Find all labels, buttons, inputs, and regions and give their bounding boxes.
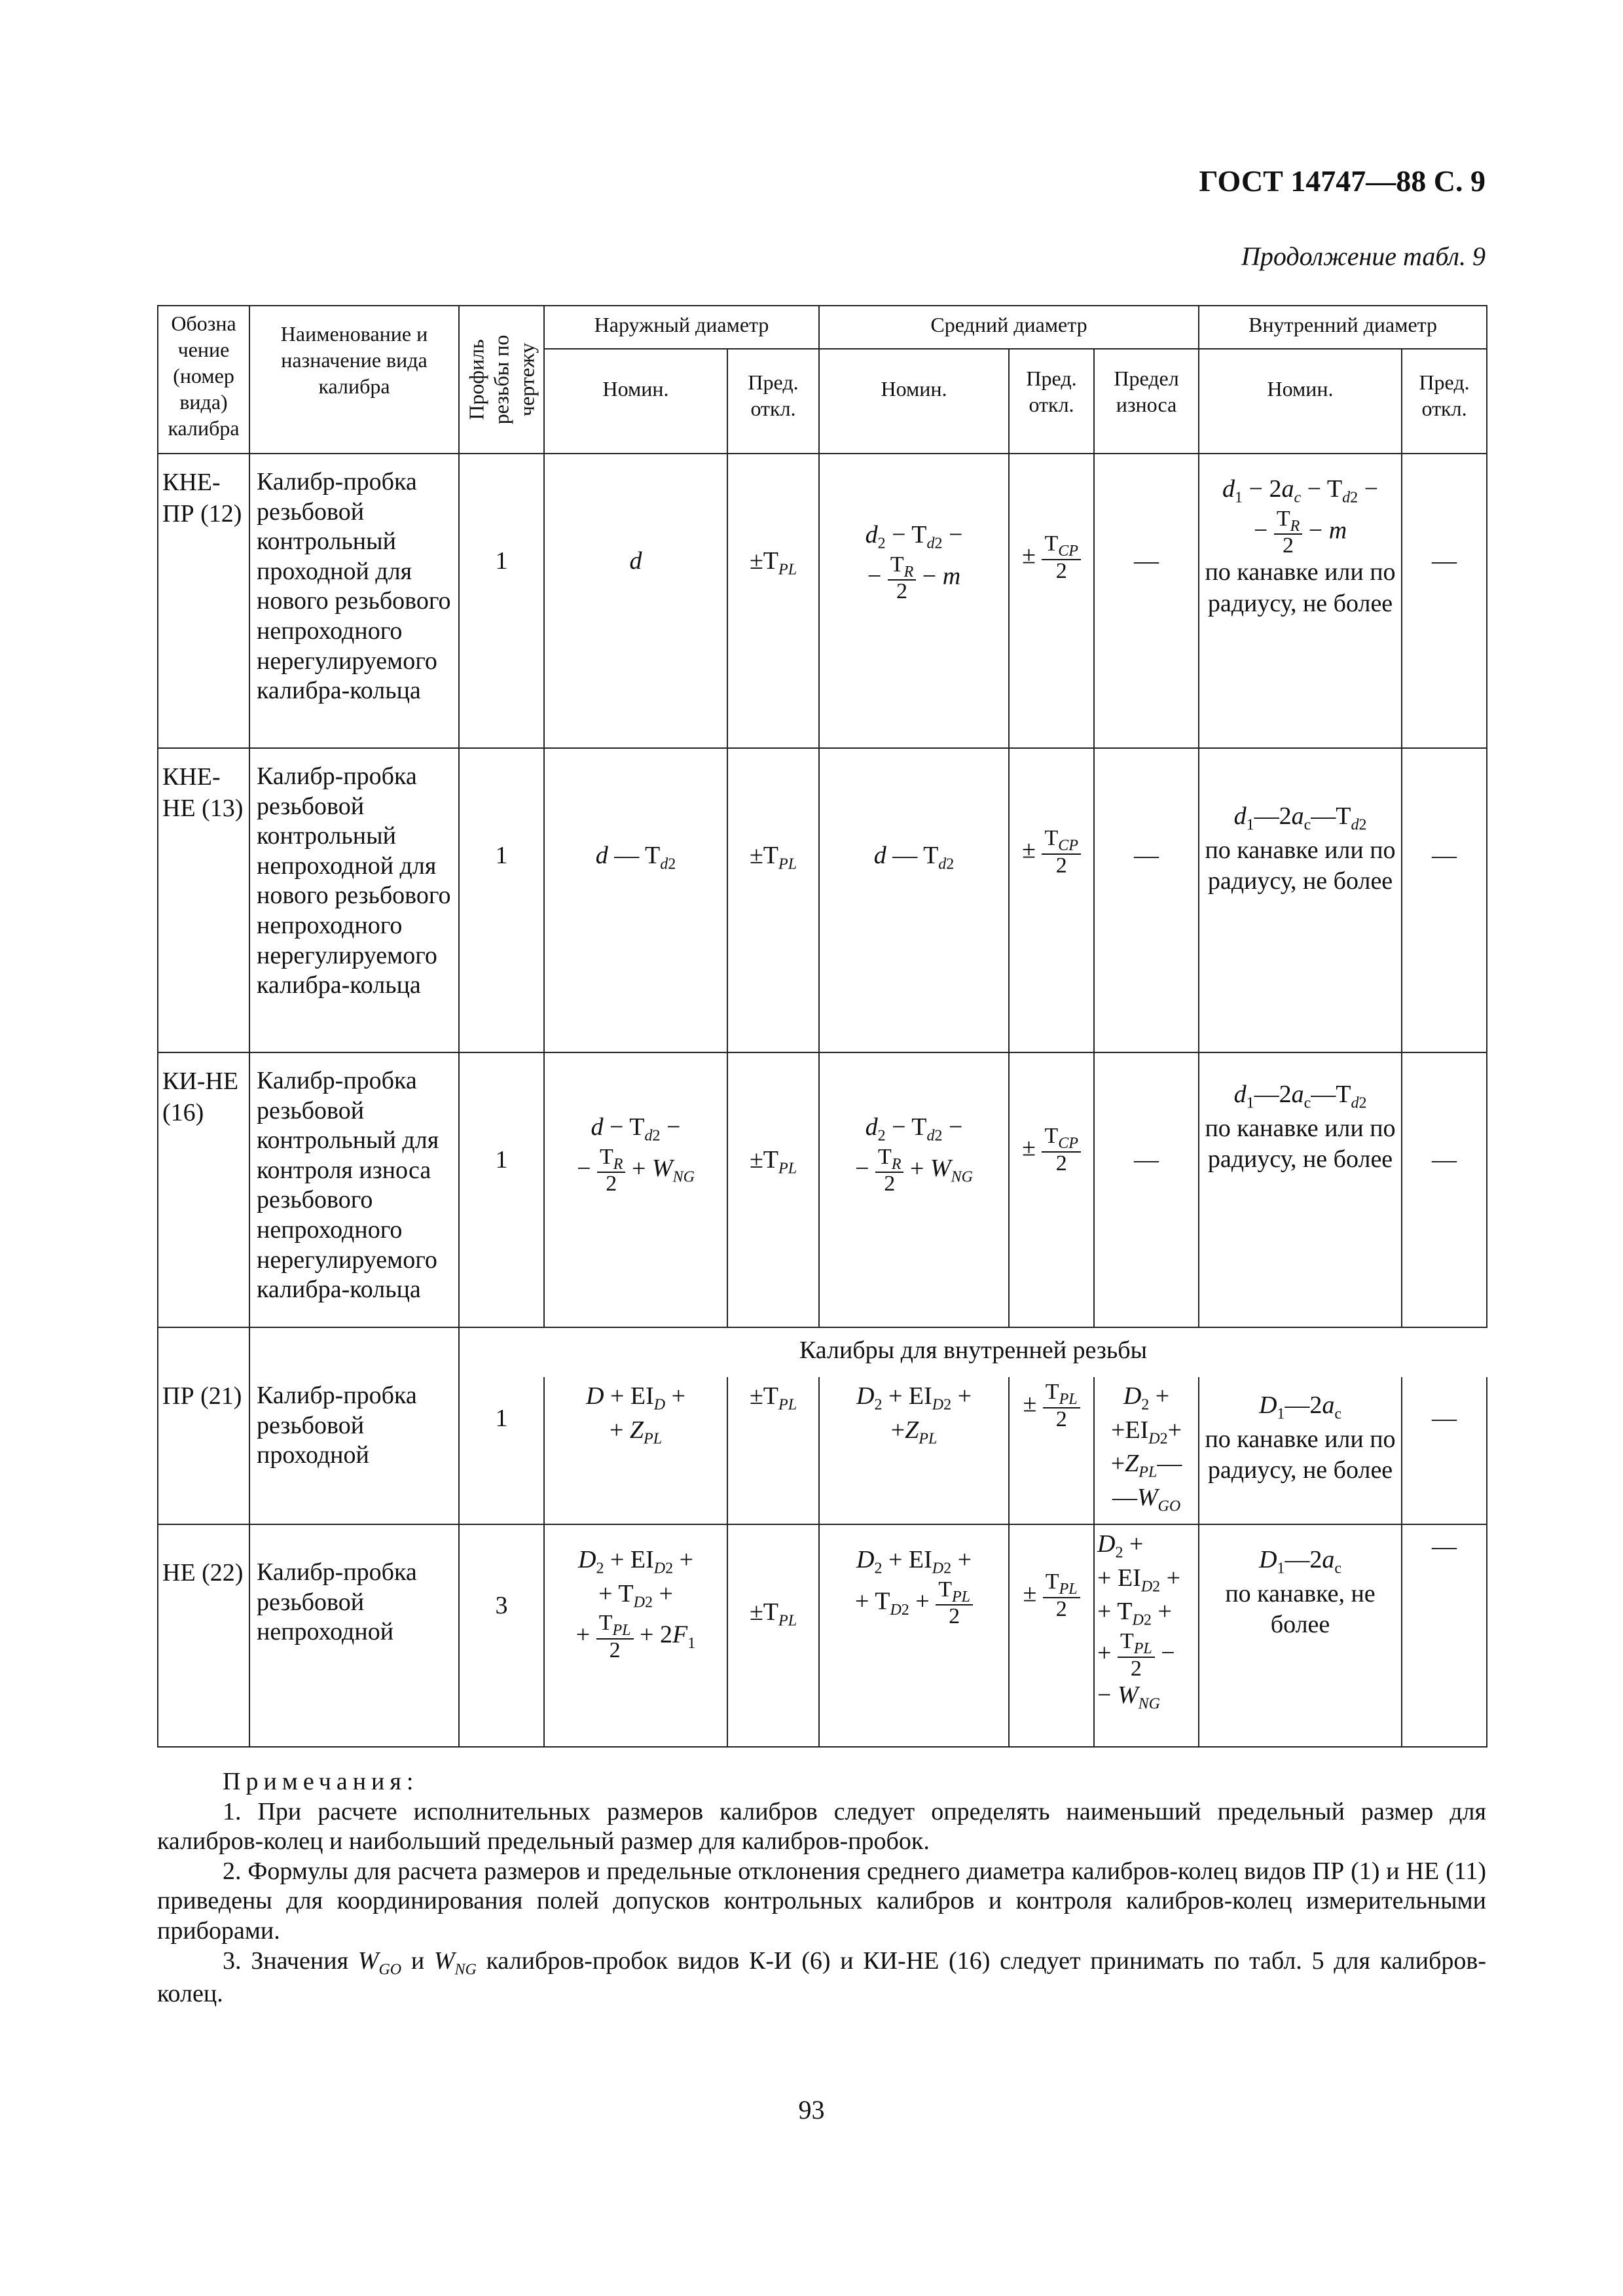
mid-nom-formula: $D_2 + EI_{D2}$ + $+Z_{PL}$: [819, 1377, 1009, 1524]
table-row: [158, 1524, 1487, 1747]
notes-label: Примечания:: [223, 1768, 419, 1795]
inner-dev-value: —: [1402, 1524, 1487, 1747]
note-item: 1. При расчете исполнительных размеров калибров следует определять наименьший предельный размер для калибров-колец и наибольший предельный размер для калибров-пробок.: [157, 1797, 1486, 1856]
inner-note: по канавке или по радиусу, не более: [1205, 558, 1396, 617]
inner-nom-formula: $D_1—2a_c$ по канавке или по радиусу, не более: [1199, 1377, 1402, 1524]
header-profile: [459, 306, 544, 454]
outer-nom-formula: $D_2 + EI_{D2}$ + + $T_{D2}$ + + $\frac{T_{PL}}{2}$ + $2F_1$: [544, 1524, 727, 1747]
section-banner: Калибры для внутренней резьбы: [459, 1327, 1487, 1377]
table-continuation-label: Продолжение табл. 9: [1241, 242, 1486, 271]
mid-wear-formula: $D_2$ + + $EI_{D2}$ + + $T_{D2}$ + + $\frac{T_{PL}}{2}$ − − $W_{NG}$: [1094, 1524, 1199, 1747]
note-3-start: 3. Значения: [223, 1946, 349, 1975]
note-3-and: и: [410, 1946, 425, 1975]
inner-nom-formula: $d_1 - 2a_c - T_{d2}$ − − $\frac{T_R}{2}$ − m по канавке или по радиусу, не более: [1199, 454, 1402, 748]
row-code: КИ-НЕ (16): [158, 1052, 249, 1327]
note-item: 2. Формулы для расчета размеров и предельные отклонения среднего диаметра калибров-колец видов ПР (1) и НЕ (11) приведены для координирования полей допусков контрольных калибров и контроля калибров-колец измерительными приборами.: [157, 1857, 1486, 1945]
header-inner-dev: Пред. откл.: [1402, 349, 1487, 454]
header-code: Обозна чение (номер вида) калибра: [158, 306, 249, 454]
row-name: Калибр-пробка резьбовой непроходной: [249, 1524, 459, 1747]
inner-dev-value: —: [1402, 1377, 1487, 1524]
doc-header: ГОСТ 14747—88 С. 9: [1199, 164, 1486, 198]
inner-nom-formula: $d_1—2a_c—T_{d2}$ по канавке или по радиусу, не более: [1199, 1052, 1402, 1327]
header-inner-diameter: Внутренний диаметр: [1199, 306, 1487, 349]
row-name: Калибр-пробка резьбовой контрольный непроходной для нового резьбового непроходного нерегулируемого калибра-кольца: [249, 748, 459, 1052]
note-3-rest: калибров-пробок видов К-И (6) и КИ-НЕ (16) следует принимать по табл. 5 для калибров-колец.: [157, 1946, 1487, 2007]
header-outer-nom: Номин.: [544, 349, 727, 454]
row-profile: 3: [459, 1524, 544, 1747]
mid-nom-formula: $D_2 + EI_{D2}$ + + $T_{D2}$ + $\frac{T_{PL}}{2}$: [819, 1524, 1009, 1747]
outer-dev-formula: $\pm T_{PL}$: [727, 1524, 819, 1747]
header-mid-wear: Предел износа: [1094, 349, 1199, 454]
mid-dev-formula: ± $\frac{T_{PL}}{2}$: [1009, 1377, 1094, 1524]
table-row: [158, 748, 1487, 1052]
banner-empty-cell: [158, 1327, 249, 1377]
inner-nom-formula: $d_1—2a_c—T_{d2}$ по канавке или по радиусу, не более: [1199, 748, 1402, 1052]
mid-wear-value: —: [1094, 748, 1199, 1052]
mid-wear-formula: $D_2$ + $+EI_{D2}+$ $+Z_{PL}—$ $—W_{GO}$: [1094, 1377, 1199, 1524]
mid-nom-formula: d — $T_{d2}$: [819, 748, 1009, 1052]
header-mid-diameter: Средний диаметр: [819, 306, 1199, 349]
notes-section: [157, 1767, 1486, 2009]
mid-nom-formula: $d_2 - T_{d2}$ − − $\frac{T_R}{2}$ + $W_{NG}$: [819, 1052, 1009, 1327]
inner-nom-formula: $D_1—2a_c$ по канавке, не более: [1199, 1524, 1402, 1747]
header-mid-nom: Номин.: [819, 349, 1009, 454]
header-name: Наименование и назначение вида калибра: [249, 306, 459, 454]
header-outer-diameter: Наружный диаметр: [544, 306, 819, 349]
header-mid-dev: Пред. откл.: [1009, 349, 1094, 454]
mid-wear-value: —: [1094, 454, 1199, 748]
outer-dev-formula: $\pm T_{PL}$: [727, 454, 819, 748]
table-row: [158, 1052, 1487, 1327]
row-code: КНЕ-НЕ (13): [158, 748, 249, 1052]
banner-empty-cell: [249, 1327, 459, 1377]
mid-dev-formula: ± $\frac{T_{CP}}{2}$: [1009, 1052, 1094, 1327]
header-outer-dev: Пред. откл.: [727, 349, 819, 454]
outer-nom-formula: d: [544, 454, 727, 748]
row-name: Калибр-пробка резьбовой контрольный для контроля износа резьбового непроходного нерегулируемого калибра-кольца: [249, 1052, 459, 1327]
row-profile: 1: [459, 1052, 544, 1327]
mid-dev-formula: ± $\frac{T_{CP}}{2}$: [1009, 454, 1094, 748]
inner-note: по канавке, не более: [1225, 1579, 1376, 1639]
table-row: [158, 1377, 1487, 1524]
inner-dev-value: —: [1402, 748, 1487, 1052]
page-number: 93: [798, 2095, 825, 2125]
mid-wear-value: —: [1094, 1052, 1199, 1327]
row-code: НЕ (22): [158, 1524, 249, 1747]
row-profile: 1: [459, 748, 544, 1052]
row-profile: 1: [459, 454, 544, 748]
inner-note: по канавке или по радиусу, не более: [1205, 1114, 1396, 1174]
inner-note: по канавке или по радиусу, не более: [1205, 836, 1396, 895]
outer-nom-formula: $D + EI_D$ + + $Z_{PL}$: [544, 1377, 727, 1524]
inner-dev-value: —: [1402, 1052, 1487, 1327]
gauge-table: [157, 305, 1487, 1748]
mid-dev-formula: ± $\frac{T_{PL}}{2}$: [1009, 1524, 1094, 1747]
note-item-3: 3. Значения $W_{GO}$ и $W_{NG}$ калибров-пробок видов К-И (6) и КИ-НЕ (16) следует принимать по табл. 5 для калибров-колец.: [157, 1946, 1487, 2007]
outer-dev-formula: $\pm T_{PL}$: [727, 1052, 819, 1327]
outer-nom-formula: d — $T_{d2}$: [544, 748, 727, 1052]
row-code: КНЕ-ПР (12): [158, 454, 249, 748]
section-banner-row: [158, 1327, 1487, 1377]
outer-dev-formula: $\pm T_{PL}$: [727, 1377, 819, 1524]
table-row: [158, 454, 1487, 748]
row-profile: 1: [459, 1377, 544, 1524]
mid-dev-formula: ± $\frac{T_{CP}}{2}$: [1009, 748, 1094, 1052]
row-code: ПР (21): [158, 1377, 249, 1524]
row-name: Калибр-пробка резьбовой контрольный проходной для нового резьбового непроходного нерегулируемого калибра-кольца: [249, 454, 459, 748]
header-inner-nom: Номин.: [1199, 349, 1402, 454]
inner-dev-value: —: [1402, 454, 1487, 748]
header-profile-text: Профиль резьбы по чертежу: [464, 334, 539, 425]
inner-note: по канавке или по радиусу, не более: [1205, 1425, 1396, 1484]
mid-nom-formula: $d_2 - T_{d2}$ − − $\frac{T_R}{2}$ − m: [819, 454, 1009, 748]
outer-nom-formula: $d - T_{d2}$ − − $\frac{T_R}{2}$ + $W_{NG}$: [544, 1052, 727, 1327]
row-name: Калибр-пробка резьбовой проходной: [249, 1377, 459, 1524]
outer-dev-formula: $\pm T_{PL}$: [727, 748, 819, 1052]
